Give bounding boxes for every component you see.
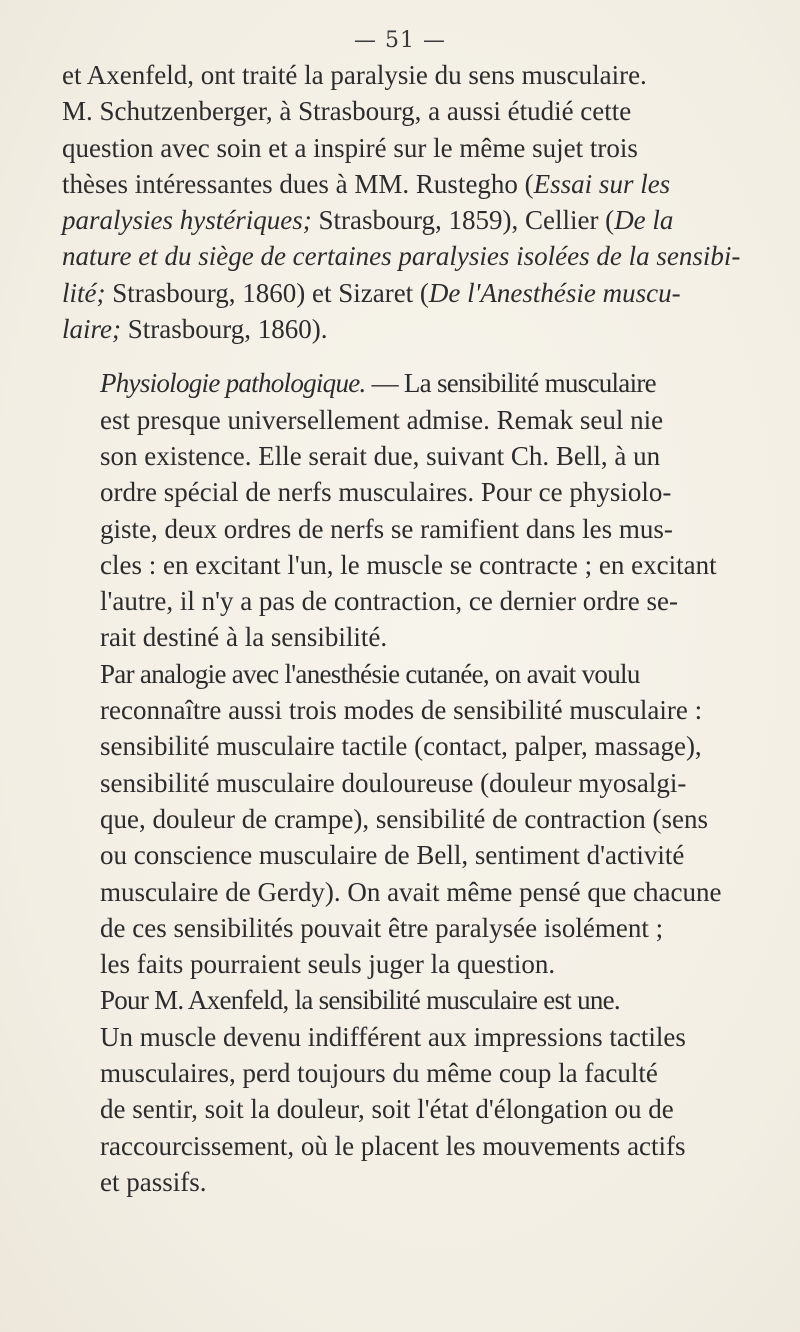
text-line bbox=[62, 311, 748, 347]
text-segment: musculaires, perd toujours du même coup la faculté bbox=[100, 1058, 658, 1089]
text-segment: Un muscle devenu indifférent aux impressions tactiles bbox=[100, 1021, 686, 1052]
body-text bbox=[62, 57, 748, 1200]
text-segment: M. Schutzenberger, à Strasbourg, a aussi étudié cette bbox=[62, 96, 632, 127]
text-line bbox=[62, 365, 748, 401]
text-line bbox=[62, 1019, 748, 1055]
text-line bbox=[62, 656, 748, 692]
text-line bbox=[62, 57, 748, 93]
text-segment: cles : en excitant l'un, le muscle se contracte ; en excitant bbox=[100, 549, 717, 580]
text-line bbox=[62, 728, 748, 764]
text-segment: est presque universellement admise. Remak seul nie bbox=[100, 404, 664, 435]
text-line bbox=[62, 1128, 748, 1164]
page-number: — 51 — bbox=[354, 28, 446, 53]
italic-text: paralysies hystériques; bbox=[62, 205, 312, 236]
text-segment: sensibilité musculaire tactile (contact, palper, massage), bbox=[100, 731, 702, 762]
text-segment: sensibilité musculaire douloureuse (douleur myosalgi- bbox=[100, 767, 687, 798]
text-segment: de ces sensibilités pouvait être paralysée isolément ; bbox=[100, 912, 664, 943]
paragraph-3 bbox=[62, 656, 748, 983]
text-segment: raccourcissement, où le placent les mouvements actifs bbox=[100, 1130, 686, 1161]
italic-text: laire; bbox=[62, 314, 121, 345]
text-line bbox=[62, 982, 748, 1018]
text-line bbox=[62, 511, 748, 547]
text-segment: ou conscience musculaire de Bell, sentiment d'activité bbox=[100, 840, 685, 871]
text-line bbox=[62, 1091, 748, 1127]
text-segment: et Axenfeld, ont traité la paralysie du sens musculaire. bbox=[62, 60, 647, 90]
text-segment: rait destiné à la sensibilité. bbox=[100, 622, 388, 653]
text-segment: thèses intéressantes dues à MM. Rustegho ( bbox=[62, 168, 534, 199]
text-segment: — La sensibilité musculaire bbox=[365, 368, 656, 399]
text-segment: Strasbourg, 1860). bbox=[120, 314, 328, 345]
text-segment: ordre spécial de nerfs musculaires. Pour ce physiolo- bbox=[100, 477, 672, 508]
text-line bbox=[62, 202, 748, 238]
text-line bbox=[62, 275, 748, 311]
text-segment: son existence. Elle serait due, suivant Ch. Bell, à un bbox=[100, 440, 661, 471]
text-line bbox=[62, 583, 748, 619]
text-segment: Strasbourg, 1860) et Sizaret ( bbox=[105, 277, 429, 308]
text-line bbox=[62, 474, 748, 510]
text-segment: musculaire de Gerdy). On avait même pensé que chacune bbox=[100, 876, 722, 907]
text-segment: giste, deux ordres de nerfs se ramifient dans les mus- bbox=[100, 513, 673, 544]
paragraph-2 bbox=[62, 365, 748, 655]
text-line bbox=[62, 1164, 748, 1200]
text-segment: Strasbourg, 1859), Cellier ( bbox=[311, 205, 615, 236]
text-line bbox=[62, 910, 748, 946]
text-segment: Pour M. Axenfeld, la sensibilité musculaire est une. bbox=[100, 985, 620, 1016]
text-line bbox=[62, 874, 748, 910]
italic-text: Physiologie pathologique. bbox=[100, 368, 366, 399]
text-line bbox=[62, 438, 748, 474]
text-segment: de sentir, soit la douleur, soit l'état d'élongation ou de bbox=[100, 1094, 674, 1125]
text-line bbox=[62, 166, 748, 202]
italic-text: De l'Anesthésie muscu- bbox=[428, 277, 681, 308]
paragraph-4 bbox=[62, 982, 748, 1200]
text-line bbox=[62, 547, 748, 583]
text-segment: question avec soin et a inspiré sur le même sujet trois bbox=[62, 132, 638, 163]
text-line bbox=[62, 692, 748, 728]
text-segment: reconnaître aussi trois modes de sensibilité musculaire : bbox=[100, 695, 703, 726]
text-line bbox=[62, 801, 748, 837]
text-line bbox=[62, 837, 748, 873]
paragraph-1 bbox=[62, 57, 748, 347]
text-segment: que, douleur de crampe), sensibilité de contraction (sens bbox=[100, 803, 709, 834]
text-line bbox=[62, 402, 748, 438]
italic-text: nature et du siège de certaines paralysies isolées de la sensibi- bbox=[62, 241, 741, 272]
text-line bbox=[62, 619, 748, 655]
italic-text: lité; bbox=[62, 277, 106, 308]
text-segment: et passifs. bbox=[100, 1166, 207, 1197]
text-line bbox=[62, 130, 748, 166]
text-segment: les faits pourraient seuls juger la question. bbox=[100, 949, 556, 980]
italic-text: De la bbox=[614, 205, 674, 236]
text-segment: l'autre, il n'y a pas de contraction, ce dernier ordre se- bbox=[100, 586, 678, 617]
text-line bbox=[62, 93, 748, 129]
text-line bbox=[62, 946, 748, 982]
text-line bbox=[62, 1055, 748, 1091]
italic-text: Essai sur les bbox=[533, 168, 671, 199]
text-line bbox=[62, 238, 748, 274]
text-segment: Par analogie avec l'anesthésie cutanée, on avait voulu bbox=[100, 658, 640, 689]
text-line bbox=[62, 765, 748, 801]
